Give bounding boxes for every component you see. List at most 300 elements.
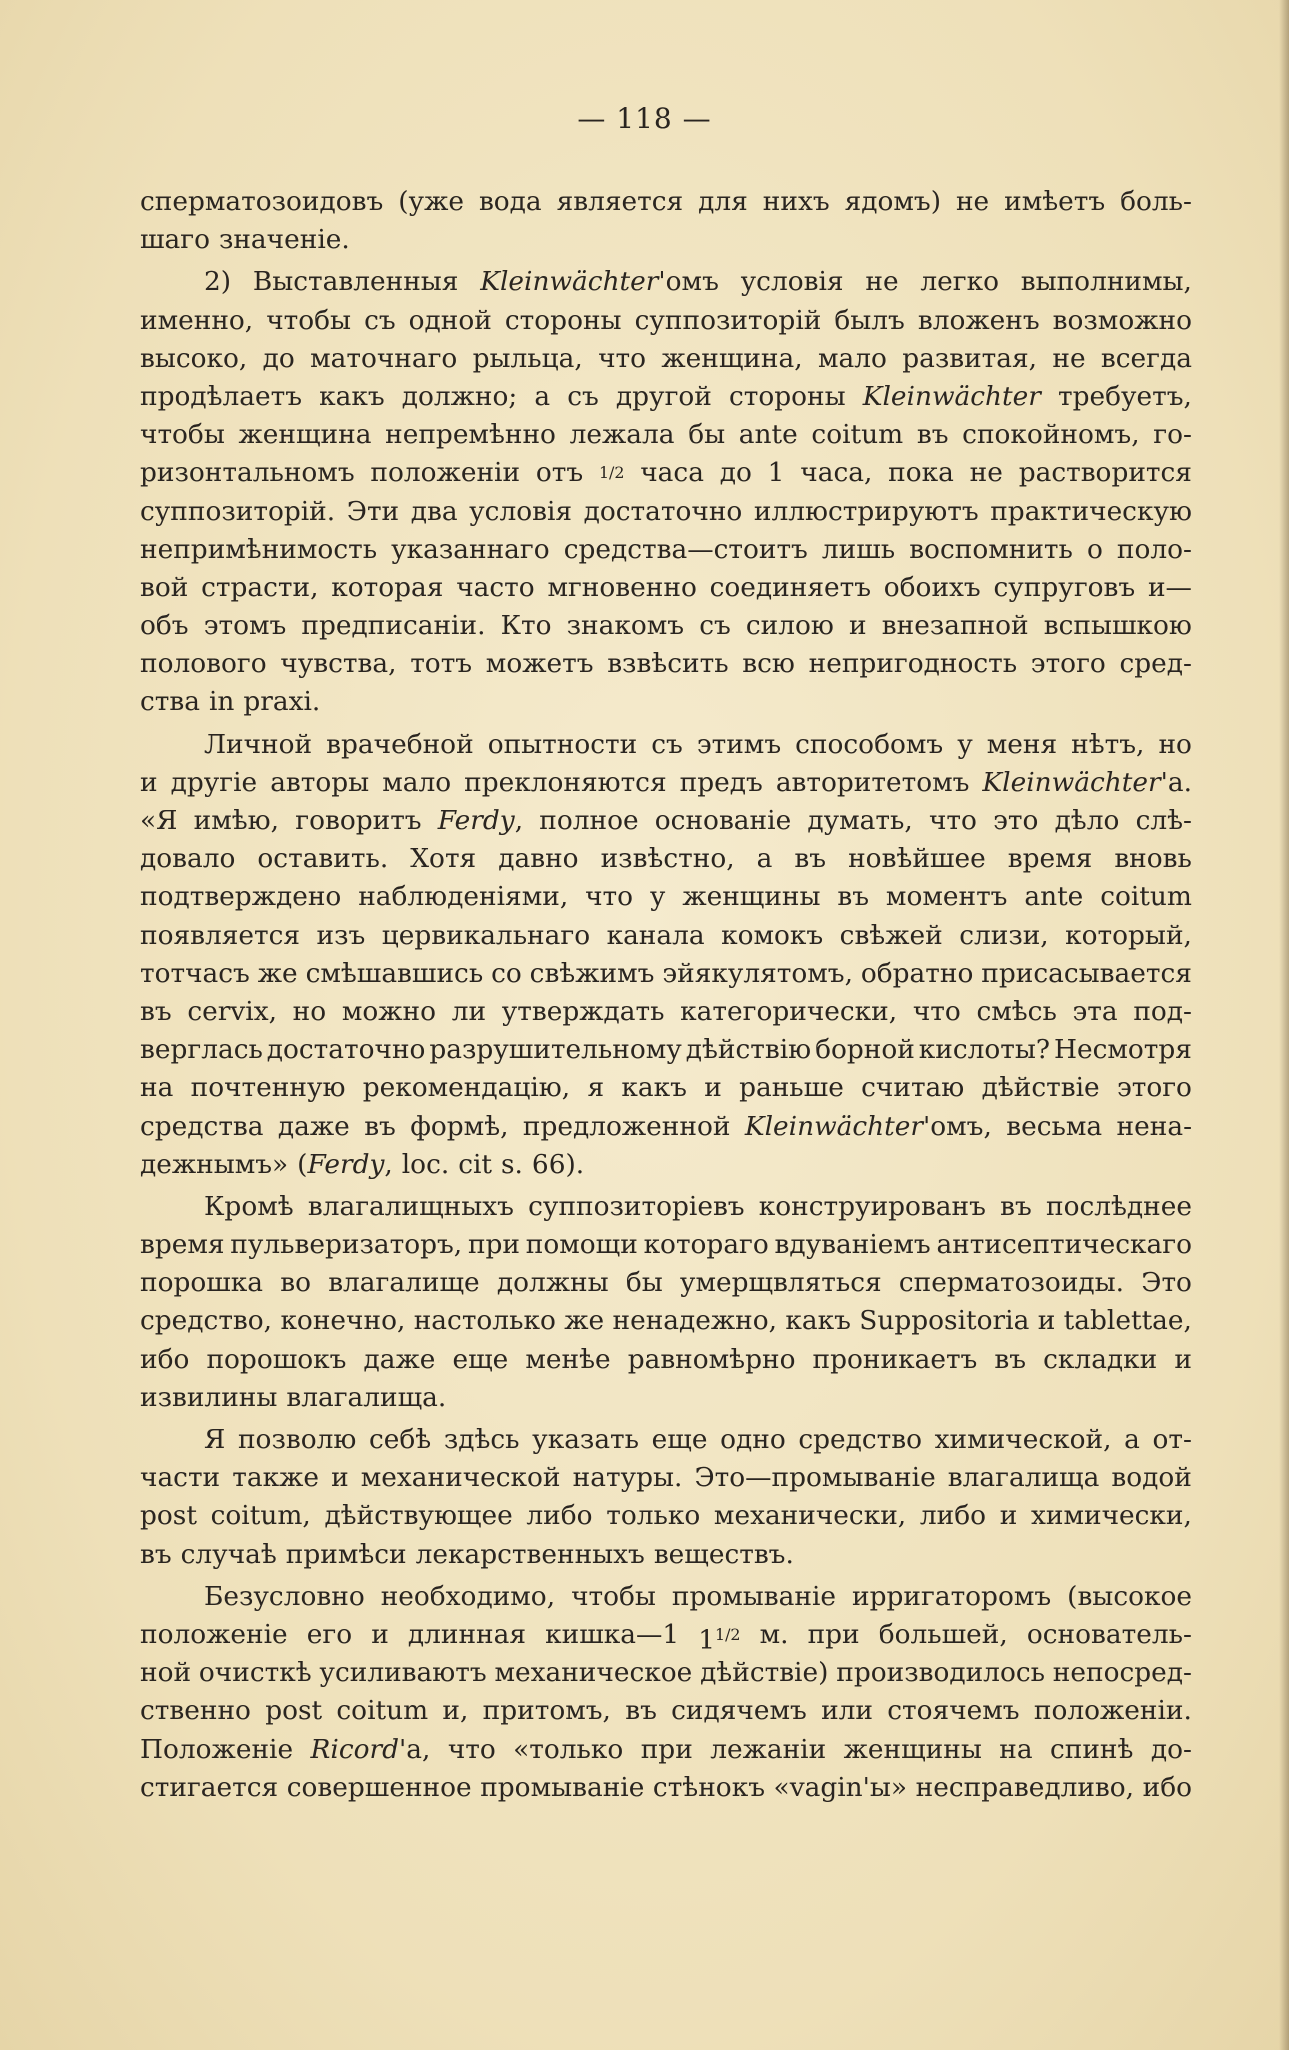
word: вложенъ — [917, 304, 1040, 336]
word: силою — [745, 610, 834, 642]
word: и — [1037, 1305, 1056, 1337]
word: ибо — [140, 1343, 190, 1375]
word: канала — [606, 919, 705, 951]
word: равномѣрно — [627, 1343, 796, 1375]
word: въ — [837, 881, 870, 913]
word: praxi. — [243, 686, 321, 718]
word: влагалище — [328, 1267, 480, 1299]
word: даже — [277, 1110, 350, 1142]
word: (высокое — [1067, 1580, 1192, 1612]
word: что — [585, 881, 634, 913]
word: непригодность — [808, 648, 1018, 680]
word: цервикальнаго — [381, 919, 591, 951]
word: примѣси — [285, 1538, 407, 1570]
word: in — [208, 686, 235, 718]
word: на — [999, 1733, 1033, 1765]
word: суппозиторій. — [140, 495, 336, 527]
word: воспомнить — [909, 533, 1073, 565]
word: въ — [916, 419, 949, 451]
word: здѣсь — [443, 1424, 520, 1455]
word: проникаетъ — [812, 1343, 978, 1375]
word: знакомъ — [566, 610, 685, 642]
word: вспышкою — [1043, 610, 1192, 642]
word: полового — [140, 648, 267, 680]
word: шаго — [140, 224, 210, 256]
word: думать, — [807, 805, 913, 836]
word: средства—стоитъ — [563, 533, 808, 565]
text-line — [140, 263, 1192, 301]
word: Это — [1141, 1267, 1192, 1299]
word: настолько — [413, 1305, 556, 1337]
word: выполнимы, — [1020, 266, 1192, 298]
word: а — [1124, 1424, 1140, 1455]
word: котораго — [643, 1229, 769, 1261]
word: м. — [759, 1618, 789, 1650]
word: s. — [501, 1148, 523, 1180]
word: положеніи — [370, 457, 521, 489]
word: съ — [699, 610, 731, 642]
word: на — [140, 1072, 174, 1104]
word: этомъ — [203, 610, 287, 642]
word: чтобы — [140, 419, 225, 451]
word: преклоняются — [464, 766, 667, 798]
word: или — [821, 1695, 874, 1727]
text-line — [140, 1069, 1192, 1107]
word: боль- — [1120, 186, 1192, 217]
word: нена- — [1116, 1110, 1192, 1142]
word: ственно — [140, 1695, 251, 1727]
word: утверждать — [501, 995, 665, 1027]
word: растворится — [1018, 457, 1192, 489]
word: чтобы — [266, 304, 352, 336]
word: тотъ — [410, 648, 473, 680]
word: пока — [888, 457, 954, 489]
word: нѣтъ, — [1071, 728, 1145, 760]
text-line — [140, 1731, 1192, 1769]
word: еще — [651, 1424, 708, 1455]
text-line — [140, 378, 1192, 416]
word: чтобы — [571, 1580, 656, 1612]
word: же — [257, 957, 298, 989]
text-line — [140, 1146, 1192, 1184]
word: авторы — [270, 766, 370, 798]
word: мгновенно — [547, 571, 697, 603]
word: съ — [651, 728, 683, 760]
word: эта — [1072, 995, 1118, 1027]
word: (Ferdy, — [297, 1148, 393, 1180]
word: требуетъ, — [1057, 380, 1192, 412]
text-line — [140, 607, 1192, 645]
word: очисткѣ — [198, 1657, 312, 1689]
word: что — [912, 995, 961, 1027]
word: смѣсь — [976, 995, 1057, 1027]
word: го- — [1153, 419, 1192, 451]
word: развитая, — [902, 342, 1038, 374]
word: одной — [408, 304, 492, 336]
text-line — [140, 726, 1192, 764]
word: былъ — [834, 304, 905, 336]
word: Личной — [204, 728, 313, 760]
word: женщины — [843, 1733, 982, 1765]
word: верглась — [140, 1034, 263, 1066]
word: ризонтальномъ — [140, 457, 355, 489]
word: какъ — [621, 1072, 687, 1104]
word: дѣйствіе — [981, 1072, 1100, 1104]
text-line — [140, 1421, 1192, 1459]
word: либо — [526, 1500, 593, 1532]
word: бы — [625, 1267, 663, 1299]
word: время — [1007, 843, 1093, 875]
word: и — [999, 1500, 1018, 1532]
word: менѣе — [525, 1343, 611, 1375]
word: Несмотря — [1053, 1034, 1192, 1066]
word: только — [606, 1500, 701, 1532]
text-line — [140, 531, 1192, 569]
word: можетъ — [485, 648, 594, 680]
word: условія — [740, 266, 844, 298]
word: и— — [1147, 571, 1192, 603]
word: стигается — [140, 1771, 279, 1803]
word: а — [756, 843, 773, 875]
word: всегда — [1100, 342, 1192, 374]
word: 66). — [531, 1148, 585, 1180]
word: какъ — [319, 380, 385, 412]
word: подтверждено — [140, 881, 342, 913]
word: конструированъ — [758, 1190, 986, 1222]
word: и — [704, 1072, 722, 1104]
word: именно, — [140, 304, 254, 336]
word: значеніе. — [218, 224, 350, 256]
word: веществъ. — [653, 1538, 794, 1570]
word: Kleinwächter'омъ, — [744, 1110, 992, 1142]
text-line — [140, 878, 1192, 916]
word: cit — [458, 1148, 493, 1180]
word: достаточно — [266, 1034, 426, 1066]
word: въ — [1000, 1190, 1032, 1222]
word: большей, — [878, 1618, 1008, 1650]
word: лежаніи — [710, 1733, 827, 1765]
word: еще — [452, 1343, 509, 1375]
word: ли — [451, 995, 487, 1027]
word: до- — [1150, 1733, 1192, 1765]
word: можно — [341, 995, 437, 1027]
word: говоритъ — [295, 805, 422, 836]
word: ante — [738, 419, 798, 451]
word: одно — [720, 1424, 786, 1455]
word: средство, — [140, 1305, 273, 1337]
word: ибо — [1142, 1771, 1192, 1803]
text-line — [140, 1031, 1192, 1069]
word: суппозиторіевъ — [528, 1190, 745, 1222]
word: маточнаго — [310, 342, 458, 374]
word: дѣйствующее — [324, 1500, 513, 1532]
word: средства — [140, 1110, 264, 1142]
word: coitum, — [210, 1500, 311, 1532]
word: борной — [815, 1034, 915, 1066]
word: что — [928, 805, 977, 836]
word: указать — [532, 1424, 640, 1455]
word: всю — [742, 648, 795, 680]
word: комокъ — [721, 919, 824, 951]
word: Ricord'а, — [310, 1733, 431, 1765]
word: лекарственныхъ — [415, 1538, 645, 1570]
word: нихъ — [762, 186, 830, 217]
text-line — [140, 1264, 1192, 1302]
word: въ — [994, 1343, 1027, 1375]
text-line — [140, 569, 1192, 607]
word: слѣ- — [1135, 805, 1192, 836]
word: coitum — [336, 1695, 429, 1727]
word: обратно — [860, 957, 974, 989]
word: вдуваніемъ — [774, 1229, 931, 1261]
word: супруговъ — [993, 571, 1136, 603]
word: лежала — [569, 419, 675, 451]
word: также — [232, 1462, 319, 1494]
word: притомъ, — [482, 1695, 611, 1727]
word: и — [1174, 1343, 1192, 1375]
word: порошокъ — [206, 1343, 347, 1375]
word: иллюстрируютъ — [753, 495, 979, 527]
word: что — [447, 1733, 496, 1765]
word: себѣ — [368, 1424, 432, 1455]
word: промываніе — [480, 1771, 645, 1803]
word: Безусловно — [204, 1580, 365, 1612]
word: высоко, — [140, 342, 248, 374]
word: Я — [204, 1424, 226, 1455]
word: соединяетъ — [709, 571, 871, 603]
word: формѣ, — [410, 1110, 509, 1142]
word: механическое — [494, 1657, 693, 1689]
word: основаніе — [654, 805, 792, 836]
text-line — [140, 1459, 1192, 1497]
word: же — [564, 1305, 605, 1337]
word: даже — [363, 1343, 436, 1375]
word: стороны — [504, 304, 622, 336]
word: этого — [1030, 648, 1106, 680]
word: положеніи. — [1033, 1695, 1192, 1727]
word: и — [371, 1618, 389, 1650]
word: извѣстно, — [600, 843, 735, 875]
word: въ — [140, 995, 172, 1027]
word: спинѣ — [1049, 1733, 1134, 1765]
word: достаточно — [583, 495, 743, 527]
word: основатель- — [1026, 1618, 1192, 1650]
text-line — [140, 764, 1192, 802]
text-line — [140, 221, 1192, 259]
text-line — [140, 993, 1192, 1031]
text-line — [140, 493, 1192, 531]
word: другіе — [170, 766, 258, 798]
word: (уже — [398, 186, 464, 217]
word: имѣетъ — [1004, 186, 1106, 217]
word: послѣднее — [1045, 1190, 1192, 1222]
word: продѣлаетъ — [140, 380, 303, 412]
word: о — [1086, 533, 1103, 565]
word: loc. — [401, 1148, 450, 1180]
word: другой — [615, 380, 712, 412]
word: стѣнокъ — [652, 1771, 765, 1803]
word: опытности — [487, 728, 638, 760]
word: чувства, — [280, 648, 397, 680]
word: легко — [920, 266, 999, 298]
word: поло- — [1116, 533, 1192, 565]
text-line — [140, 1769, 1192, 1807]
word: post — [140, 1500, 197, 1532]
word: способомъ — [795, 728, 944, 760]
word: Это—промываніе — [694, 1462, 936, 1494]
word: cervix, — [187, 995, 277, 1027]
word: позволю — [237, 1424, 357, 1455]
word: возможно — [1052, 304, 1192, 336]
word: «только — [513, 1733, 624, 1765]
word: при — [640, 1733, 693, 1765]
word: Положеніе — [140, 1733, 294, 1765]
word: ной — [140, 1657, 192, 1689]
text-line — [140, 1654, 1192, 1692]
text-line — [140, 1379, 1192, 1417]
word: Эти — [346, 495, 400, 527]
word: усиливаютъ — [319, 1657, 487, 1689]
word: Выставленныя — [252, 266, 459, 298]
word: непосред- — [1052, 1657, 1192, 1689]
word: случаѣ — [180, 1538, 277, 1570]
word: дѣло — [1054, 805, 1120, 836]
word: Suppositoria — [859, 1305, 1030, 1337]
word: кислоты? — [918, 1034, 1051, 1066]
word: антисептическаго — [936, 1229, 1192, 1261]
body-text — [140, 183, 1192, 1807]
word: врачебной — [326, 728, 474, 760]
word: въ — [140, 1538, 172, 1570]
text-line — [140, 416, 1192, 454]
word: должно; — [401, 380, 518, 412]
word: рыльца, — [472, 342, 583, 374]
word: не — [865, 266, 899, 298]
word: авторитетомъ — [775, 766, 970, 798]
text-line — [140, 340, 1192, 378]
word: появляется — [140, 919, 301, 951]
text-line — [140, 1302, 1192, 1340]
word: сред- — [1119, 648, 1192, 680]
word: стороны — [728, 380, 846, 412]
word: имѣю, — [193, 805, 280, 836]
word: время — [140, 1229, 225, 1261]
word: ненадежно, — [612, 1305, 778, 1337]
word: давно — [498, 843, 579, 875]
word: раньше — [739, 1072, 844, 1104]
word: 1 — [767, 457, 785, 489]
word: натуры. — [572, 1462, 683, 1494]
word: оставить. — [257, 843, 389, 875]
word: и — [140, 766, 158, 798]
word: извилины — [140, 1381, 278, 1413]
word: при — [807, 1618, 860, 1650]
text-line — [140, 840, 1192, 878]
text-line — [140, 802, 1192, 840]
word: довало — [140, 843, 236, 875]
word: coitum — [811, 419, 904, 451]
word: части — [140, 1462, 221, 1494]
word: дѣйствіе) — [700, 1657, 829, 1689]
word: которая — [331, 571, 444, 603]
word: совершенное — [286, 1771, 472, 1803]
word: рекомендацію, — [362, 1072, 571, 1104]
word: несправедливо, — [915, 1771, 1135, 1803]
word: часа, — [800, 457, 873, 489]
word: это — [993, 805, 1039, 836]
word: умерщвляться — [679, 1267, 882, 1299]
word: порошка — [140, 1267, 264, 1299]
word: промываніе — [671, 1580, 837, 1612]
text-line — [140, 645, 1192, 683]
word: женщина — [238, 419, 372, 451]
word: но — [1158, 728, 1192, 760]
word: во — [280, 1267, 311, 1299]
word: взвѣсить — [607, 648, 729, 680]
word: я — [587, 1072, 605, 1104]
word: дежнымъ» — [140, 1148, 289, 1180]
word: предъ — [679, 766, 763, 798]
text-line — [140, 917, 1192, 955]
text-line — [140, 1188, 1192, 1226]
word: вой — [140, 571, 189, 603]
text-line — [140, 683, 1192, 721]
word: помощи — [525, 1229, 638, 1261]
word: Kleinwächter'а. — [982, 766, 1192, 798]
word: влагалищныхъ — [307, 1190, 514, 1222]
word: ядомъ) — [844, 186, 941, 217]
word: моментъ — [885, 881, 1008, 913]
word: женщины — [682, 881, 821, 913]
word: у — [649, 881, 666, 913]
word: этого — [1116, 1072, 1192, 1104]
word: эйякулятомъ, — [662, 957, 853, 989]
word: отъ — [535, 457, 584, 489]
word: механически, — [713, 1500, 907, 1532]
word: «vagin'ы» — [773, 1771, 908, 1803]
word: какъ — [785, 1305, 851, 1337]
text-line — [140, 1108, 1192, 1146]
word: либо — [919, 1500, 987, 1532]
word: вновь — [1114, 843, 1192, 875]
word: непремѣнно — [385, 419, 556, 451]
word: 2) — [204, 266, 232, 298]
word: слизи, — [959, 919, 1049, 951]
word: Кромѣ — [204, 1190, 294, 1222]
word: полное — [539, 805, 639, 836]
word: новѣйшее — [848, 843, 986, 875]
word: обоихъ — [883, 571, 981, 603]
word: не — [969, 457, 1003, 489]
word: со — [491, 957, 522, 989]
word: считаю — [861, 1072, 965, 1104]
word: спокойномъ, — [962, 419, 1140, 451]
word: суппозиторій — [634, 304, 822, 336]
word: и, — [442, 1695, 469, 1727]
word: сперматозоидовъ — [140, 186, 384, 217]
word: Кто — [500, 610, 552, 642]
word: химической, — [934, 1424, 1112, 1455]
word: не — [1052, 342, 1086, 374]
word: у — [957, 728, 973, 760]
word: водой — [1111, 1462, 1192, 1494]
word: почтенную — [190, 1072, 346, 1104]
text-line — [140, 1692, 1192, 1730]
word: лишь — [821, 533, 896, 565]
word: но — [292, 995, 327, 1027]
word: необходимо, — [380, 1580, 556, 1612]
word: до — [262, 342, 295, 374]
